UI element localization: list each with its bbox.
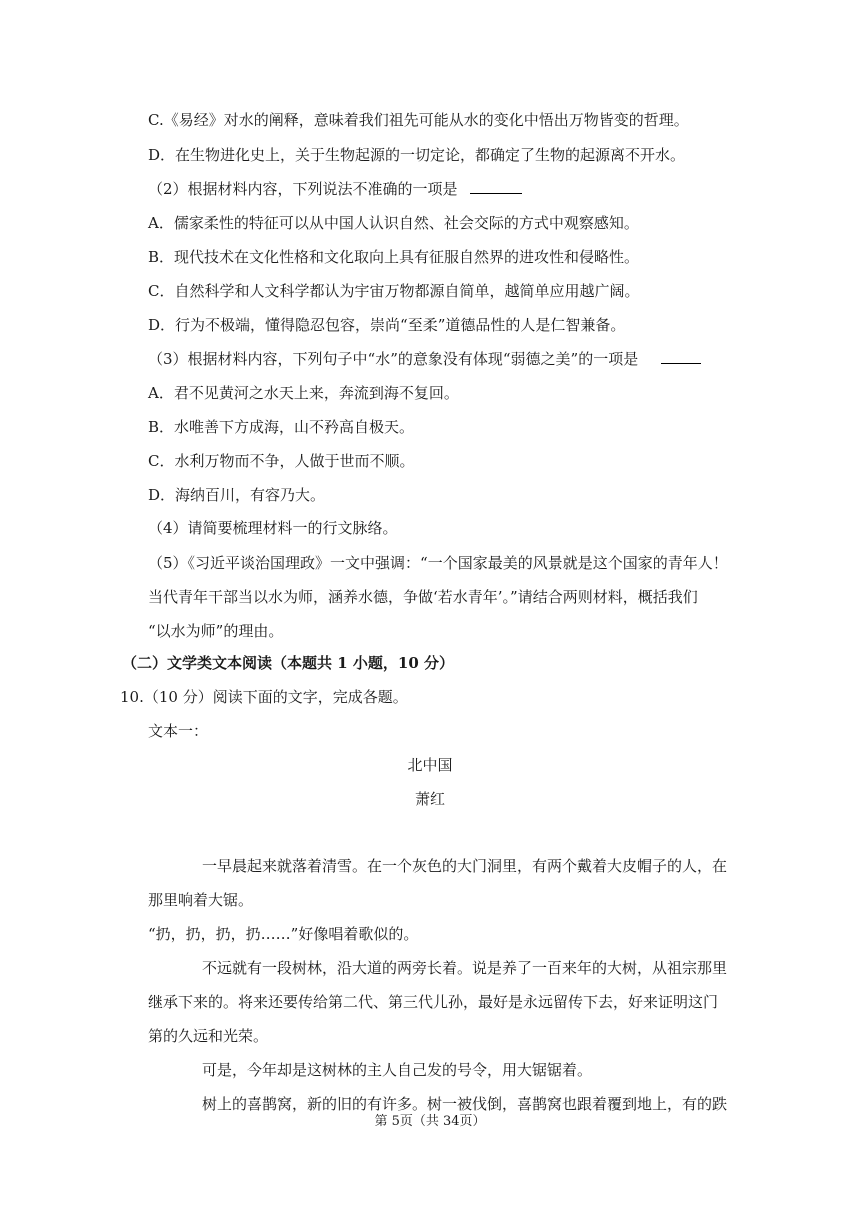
article-author: 萧红 (414, 790, 445, 808)
paragraph-5-line1: 树上的喜鹊窝，新的旧的有许多。树一被伐倒，喜鹊窝也跟着覆到地上，有的跌 (202, 1095, 728, 1113)
q9-5-line2: 当代青年干部当以水为师，涵养水德，争做‘若水青年’。”请结合两则材料，概括我们 (148, 588, 698, 606)
answer-blank (470, 179, 522, 194)
section-heading: （二）文学类文本阅读（本题共 1 小题，10 分） (122, 654, 454, 672)
paragraph-1-line1: 一早晨起来就落着清雪。在一个灰色的大门洞里，有两个戴着大皮帽子的人，在 (202, 857, 728, 875)
q9-1-option-d: D．在生物进化史上，关于生物起源的一切定论，都确定了生物的起源离不开水。 (148, 146, 686, 164)
q9-2-option-c: C．自然科学和人文科学都认为宇宙万物都源自简单，越简单应用越广阔。 (148, 282, 640, 300)
page-footer: 第 5页（共 34页） (374, 1114, 486, 1129)
q9-2-option-b: B．现代技术在文化性格和文化取向上具有征服自然界的进攻性和侵略性。 (148, 248, 640, 266)
q9-3-option-b: B．水唯善下方成海，山不矜高自极天。 (148, 418, 415, 436)
q9-5-line3: “以水为师”的理由。 (148, 622, 284, 640)
q9-2-option-d: D．行为不极端，懂得隐忍包容，崇尚“至柔”道德品性的人是仁智兼备。 (148, 316, 626, 334)
q9-3-option-c: C．水利万物而不争，人做于世而不顺。 (148, 452, 415, 470)
q9-3-option-a: A．君不见黄河之水天上来，奔流到海不复回。 (148, 384, 459, 402)
q9-2-stem (148, 179, 522, 199)
q9-2-option-a: A．儒家柔性的特征可以从中国人认识自然、社会交际的方式中观察感知。 (148, 214, 639, 232)
paragraph-4: 可是，今年却是这树林的主人自己发的号令，用大锯锯着。 (202, 1061, 593, 1079)
article-title: 北中国 (407, 756, 453, 774)
q9-3-option-d: D．海纳百川，有容乃大。 (148, 486, 326, 504)
q9-3-stem (148, 349, 701, 369)
paragraph-3-line3: 第的久远和光荣。 (148, 1027, 269, 1045)
answer-blank (661, 349, 701, 364)
q9-5-line1: （5）《习近平谈治国理政》一文中强调：“一个国家最美的风景就是这个国家的青年人！ (148, 554, 728, 572)
q9-1-option-c: C.《易经》对水的阐释，意味着我们祖先可能从水的变化中悟出万物皆变的哲理。 (148, 111, 689, 129)
paragraph-3-line1: 不远就有一段树林，沿大道的两旁长着。说是养了一百来年的大树，从祖宗那里 (202, 959, 728, 977)
paragraph-1-line2: 那里响着大锯。 (148, 891, 254, 909)
q9-3-stem-text: （3）根据材料内容，下列句子中“水”的意象没有体现“弱德之美”的一项是 (148, 350, 639, 368)
text-label: 文本一： (148, 722, 209, 740)
paragraph-2: “扔，扔，扔，扔……”好像唱着歌似的。 (148, 925, 419, 943)
q9-4: （4）请简要梳理材料一的行文脉络。 (148, 519, 398, 537)
q10-stem: 10.（10 分）阅读下面的文字，完成各题。 (120, 688, 408, 706)
paragraph-3-line2: 继承下来的。将来还要传给第二代、第三代儿孙，最好是永远留传下去，好来证明这门 (148, 993, 719, 1011)
q9-2-stem-text: （2）根据材料内容，下列说法不准确的一项是 (148, 180, 458, 198)
